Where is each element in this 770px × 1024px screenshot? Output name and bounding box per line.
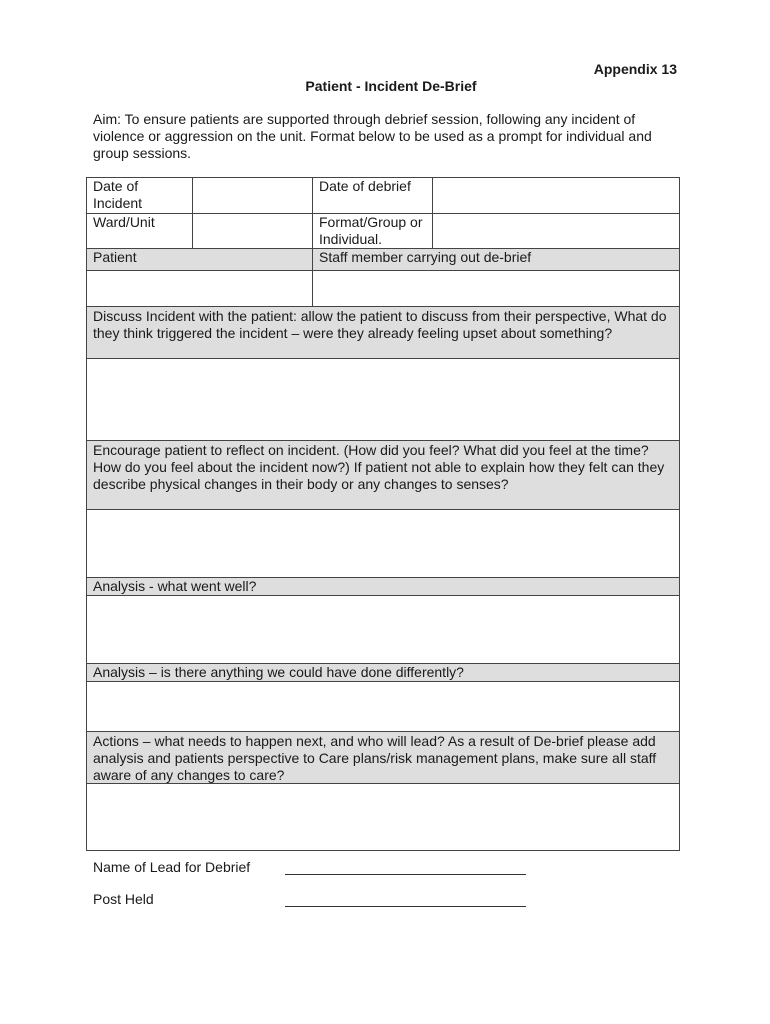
- row-patient-staff-labels: [87, 248, 679, 270]
- row-dates: [87, 178, 679, 213]
- debrief-form: [86, 177, 680, 851]
- analysis-diff-prompt: Analysis – is there anything we could have done differently?: [87, 664, 679, 681]
- encourage-prompt: Encourage patient to reflect on incident. (How did you feel? What did you feel at the time? How do you feel about the incident now?) If patient not able to explain how they felt can they describe physical changes in their body or any changes to senses?: [87, 441, 679, 509]
- analysis-diff-answer-field[interactable]: [87, 682, 679, 731]
- row-patient-staff-fields: [87, 270, 679, 306]
- page-title: Patient - Incident De-Brief: [305, 78, 477, 94]
- date-of-incident-label: Date of Incident: [93, 178, 143, 211]
- discuss-answer-field[interactable]: [87, 359, 679, 440]
- row-actions-prompt: [87, 731, 679, 783]
- analysis-well-answer-field[interactable]: [87, 596, 679, 663]
- row-analysis-well-answer: [87, 595, 679, 663]
- lead-field[interactable]: [285, 860, 526, 875]
- actions-answer-field[interactable]: [87, 784, 679, 850]
- aim-paragraph: Aim: To ensure patients are supported through debrief session, following any incident of violence or aggression on the unit. Format below to be used as a prompt for individual and group sessions.: [93, 111, 652, 161]
- date-of-debrief-label: Date of debrief: [312, 178, 432, 213]
- encourage-answer-field[interactable]: [87, 510, 679, 577]
- row-analysis-well-prompt: [87, 577, 679, 595]
- row-encourage-answer: [87, 509, 679, 577]
- row-actions-answer: [87, 783, 679, 850]
- post-held-field[interactable]: [285, 892, 526, 907]
- row-ward-format: [87, 213, 679, 248]
- post-held-label: Post Held: [93, 891, 154, 907]
- analysis-well-prompt: Analysis - what went well?: [87, 578, 679, 595]
- format-label: Format/Group or Individual.: [312, 214, 432, 248]
- patient-label: Patient: [87, 249, 312, 270]
- ward-unit-label: Ward/Unit: [93, 214, 155, 230]
- ward-unit-field[interactable]: [192, 214, 312, 248]
- appendix-label: Appendix 13: [593, 61, 677, 77]
- patient-field[interactable]: [87, 271, 312, 306]
- staff-member-label: Staff member carrying out de-brief: [312, 249, 679, 270]
- row-discuss-prompt: [87, 306, 679, 358]
- discuss-prompt: Discuss Incident with the patient: allow the patient to discuss from their perspective, What do they think triggered the incident – were they already feeling upset about something?: [87, 307, 679, 358]
- date-of-debrief-field[interactable]: [432, 178, 679, 213]
- format-field[interactable]: [432, 214, 679, 248]
- actions-prompt: Actions – what needs to happen next, and who will lead? As a result of De-brief please add analysis and patients perspective to Care plans/risk management plans, make sure all staff aware of any changes to care?: [87, 732, 679, 783]
- row-discuss-answer: [87, 358, 679, 440]
- lead-label: Name of Lead for Debrief: [93, 859, 251, 875]
- row-analysis-diff-answer: [87, 681, 679, 731]
- date-of-incident-field[interactable]: [192, 178, 312, 213]
- staff-member-field[interactable]: [312, 271, 679, 306]
- row-encourage-prompt: [87, 440, 679, 509]
- row-analysis-diff-prompt: [87, 663, 679, 681]
